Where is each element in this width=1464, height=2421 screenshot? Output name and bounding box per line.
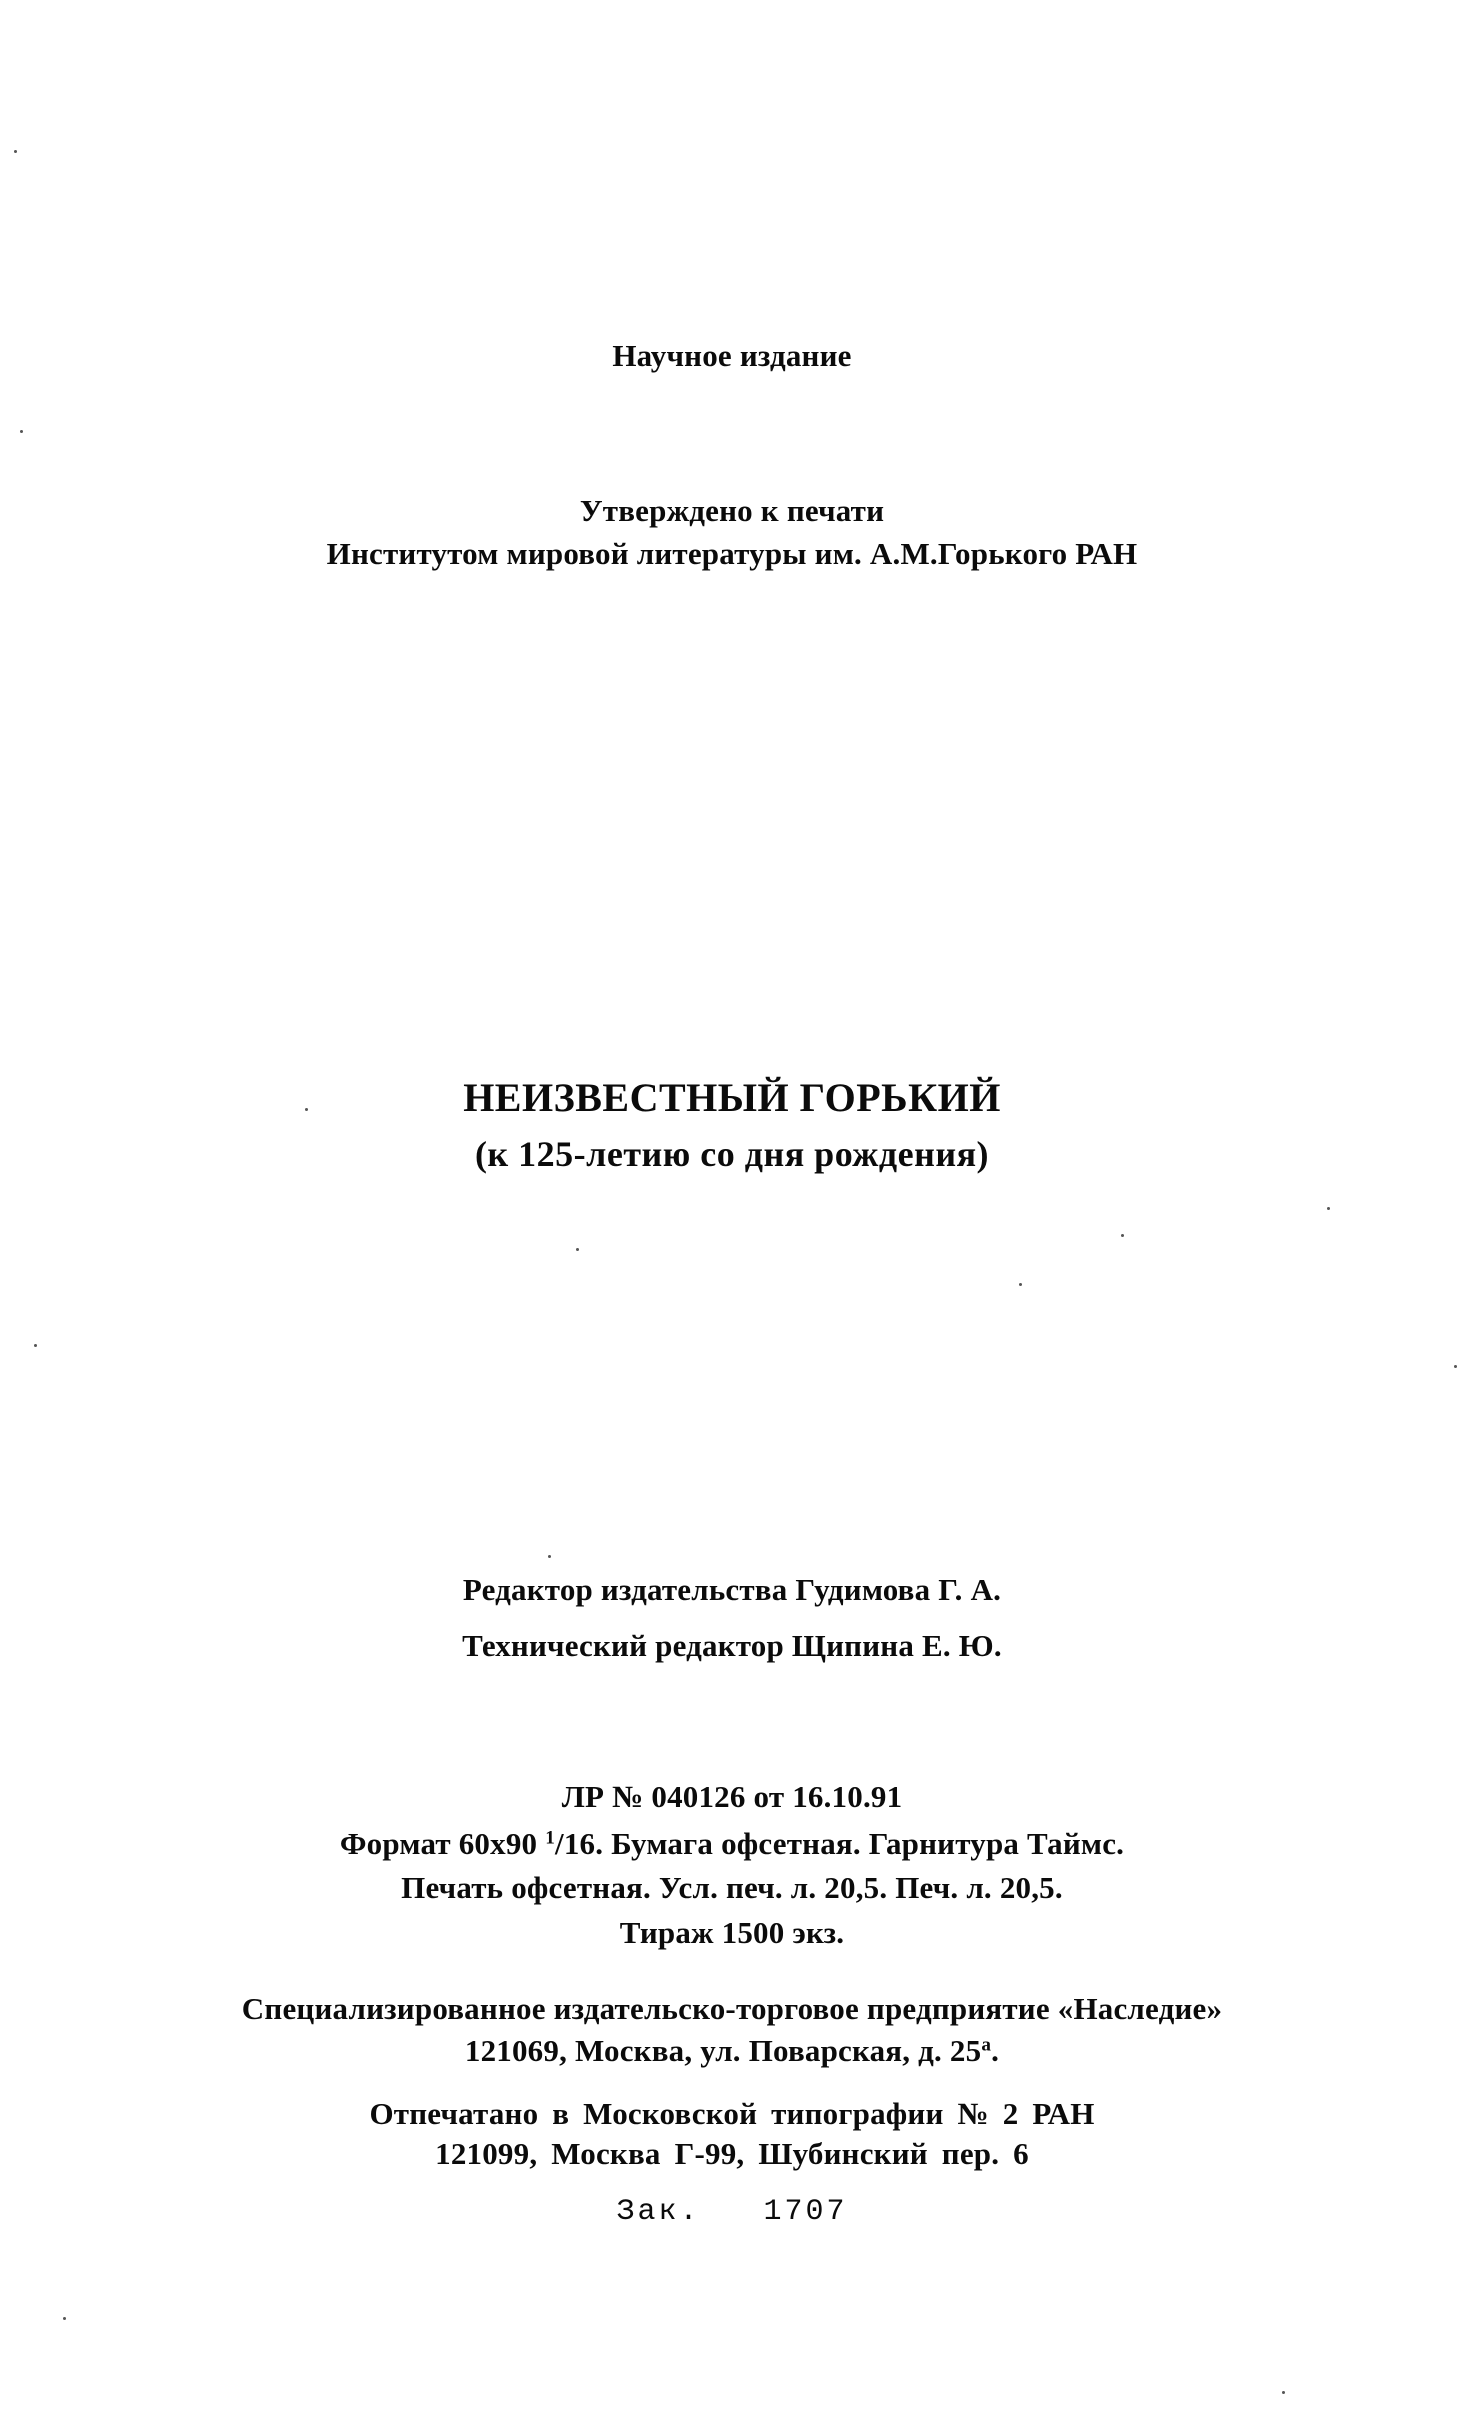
order-number <box>0 2197 1464 2227</box>
publisher-address-main: 121069, Москва, ул. Поварская, д. 25 <box>464 2033 982 2068</box>
printer-name: Отпечатано в Московской типографии № 2 РАН <box>369 2096 1095 2131</box>
scan-speck <box>14 150 17 153</box>
scan-speck <box>34 1344 37 1347</box>
approved-by: Институтом мировой литературы им. А.М.Горького РАН <box>326 536 1138 571</box>
approved-label: Утверждено к печати <box>579 493 885 528</box>
scan-speck <box>1282 2391 1285 2394</box>
scan-speck <box>63 2317 66 2320</box>
edition-type: Научное издание <box>612 338 852 373</box>
book-subtitle: (к 125-летию со дня рождения) <box>474 1134 990 1174</box>
order-value: 1707 <box>763 2195 848 2229</box>
publisher-name: Специализированное издательско-торговое предприятие «Наследие» <box>241 1991 1223 2026</box>
book-title: НЕИЗВЕСТНЫЙ ГОРЬКИЙ <box>463 1075 1001 1120</box>
scan-speck <box>1019 1283 1022 1286</box>
scan-speck <box>548 1555 551 1558</box>
format-fraction-denominator: /16 <box>555 1826 596 1861</box>
print-info: Печать офсетная. Усл. печ. л. 20,5. Печ. л. 20,5. <box>401 1870 1063 1905</box>
scan-speck <box>576 1248 579 1251</box>
publisher-address <box>0 2035 1464 2066</box>
scan-speck <box>1121 1234 1124 1237</box>
publishing-editor: Редактор издательства Гудимова Г. А. <box>462 1572 1002 1607</box>
technical-editor: Технический редактор Щипина Е. Ю. <box>462 1628 1002 1663</box>
format-line <box>0 1828 1464 1859</box>
scan-speck <box>20 430 23 433</box>
scan-speck <box>1454 1365 1457 1368</box>
scan-speck <box>1327 1207 1330 1210</box>
order-label: Зак. <box>616 2195 701 2229</box>
publisher-address-sup: а <box>981 2034 992 2056</box>
format-fraction-numerator: 1 <box>545 1827 555 1849</box>
printer-address: 121099, Москва Г-99, Шубинский пер. 6 <box>435 2136 1029 2171</box>
format-prefix: Формат 60х90 <box>339 1826 546 1861</box>
format-suffix: . Бумага офсетная. Гарнитура Таймс. <box>595 1826 1125 1861</box>
publisher-address-end: . <box>991 2033 1000 2068</box>
print-run: Тираж 1500 экз. <box>619 1915 845 1950</box>
license-number: ЛР № 040126 от 16.10.91 <box>561 1779 903 1814</box>
